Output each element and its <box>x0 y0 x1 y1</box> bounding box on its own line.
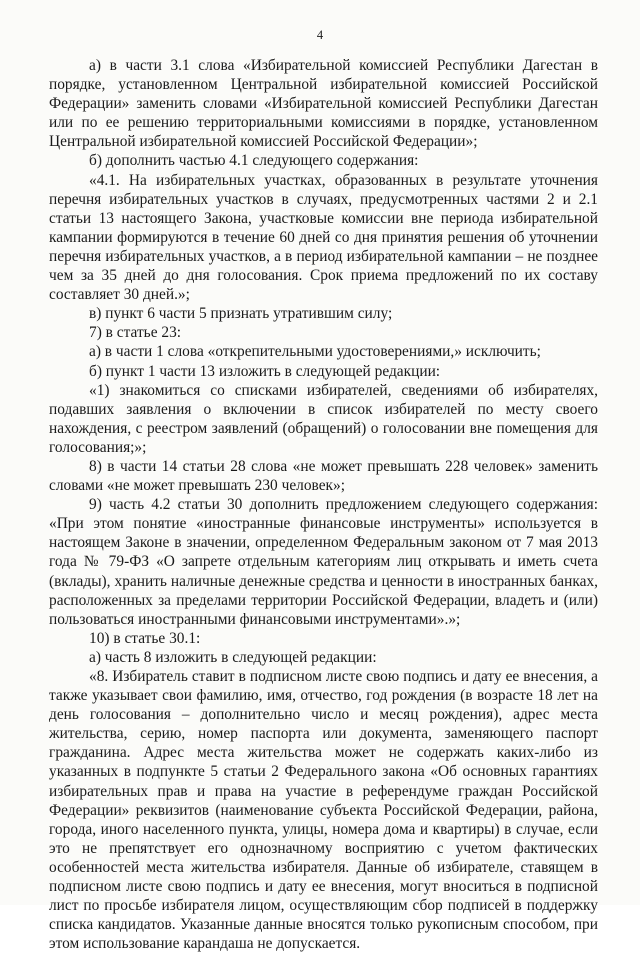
paragraph: в) пункт 6 части 5 признать утратившим силу; <box>89 305 393 323</box>
paragraph: а) в части 3.1 слова «Избирательной комиссией Республики Дагестан в порядке, установленном Центральной избирательной комиссией Российской Федерации» заменить словами «Избирательной комиссией Республики Дагестан или по ее решению территориальными комиссиями в порядке, установленном Центральной избирательной комиссией Российской Федерации»; <box>49 57 598 151</box>
paragraph: 10) в статье 30.1: <box>89 629 201 647</box>
paragraph: а) часть 8 изложить в следующей редакции: <box>89 648 377 666</box>
paragraph: 8) в части 14 статьи 28 слова «не может превышать 228 человек» заменить словами «не может превышать 230 человек»; <box>49 457 598 495</box>
paragraph: «4.1. На избирательных участках, образованных в результате уточнения перечня избирательных участков в случаях, предусмотренных частями 2 и 2.1 статьи 13 настоящего Закона, участковые комиссии вне периода избирательной кампании формируются в течение 60 дней со дня принятия решения об уточнении перечня избирательных участков, а в период избирательной кампании – не позднее чем за 35 дней до дня голосования. Срок приема предложений по их составу составляет 30 дней.»; <box>49 171 598 304</box>
paragraph: а) в части 1 слова «открепительными удостоверениями,» исключить; <box>89 343 541 361</box>
paragraph: 7) в статье 23: <box>89 324 182 342</box>
document-body <box>49 56 598 953</box>
page-number: 4 <box>316 28 324 42</box>
paragraph: б) дополнить частью 4.1 следующего содержания: <box>89 152 419 170</box>
paragraph: «8. Избиратель ставит в подписном листе свою подпись и дату ее внесения, а также указывает свои фамилию, имя, отчество, год рождения (в возрасте 18 лет на день голосования – дополнительно число и месяц рождения), адрес места жительства, серию, номер паспорта или документа, заменяющего паспорт гражданина. Адрес места жительства может не содержать каких-либо из указанных в подпункте 5 статьи 2 Федерального закона «Об основных гарантиях избирательных прав и права на участие в референдуме граждан Российской Федерации» реквизитов (наименование субъекта Российской Федерации, района, города, иного населенного пункта, улицы, номера дома и квартиры) в случае, если это не препятствует его однозначному восприятию с учетом фактических особенностей места жительства избирателя. Данные об избирателе, ставящем в подписном листе свою подпись и дату ее внесения, могут вноситься в подписной лист по просьбе избирателя лицом, осуществляющим сбор подписей в поддержку списка кандидатов. Указанные данные вносятся только рукописным способом, при этом использование карандаша не допускается. <box>49 668 598 953</box>
paragraph: б) пункт 1 части 13 изложить в следующей редакции: <box>89 362 441 380</box>
paragraph: 9) часть 4.2 статьи 30 дополнить предложением следующего содержания: «При этом понятие «иностранные финансовые инструменты» используется в настоящем Законе в значении, определенном Федеральным законом от 7 мая 2013 года № 79-ФЗ «О запрете отдельным категориям лиц открывать и иметь счета (вклады), хранить наличные денежные средства и ценности в иностранных банках, расположенных за пределами территории Российской Федерации, владеть и (или) пользоваться иностранными финансовыми инструментами».»; <box>49 496 598 628</box>
paragraph: «1) знакомиться со списками избирателей, сведениями об избирателях, подавших заявления о включении в список избирателей по месту своего нахождения, с реестром заявлений (обращений) о голосовании вне помещения для голосования;»; <box>49 381 598 456</box>
